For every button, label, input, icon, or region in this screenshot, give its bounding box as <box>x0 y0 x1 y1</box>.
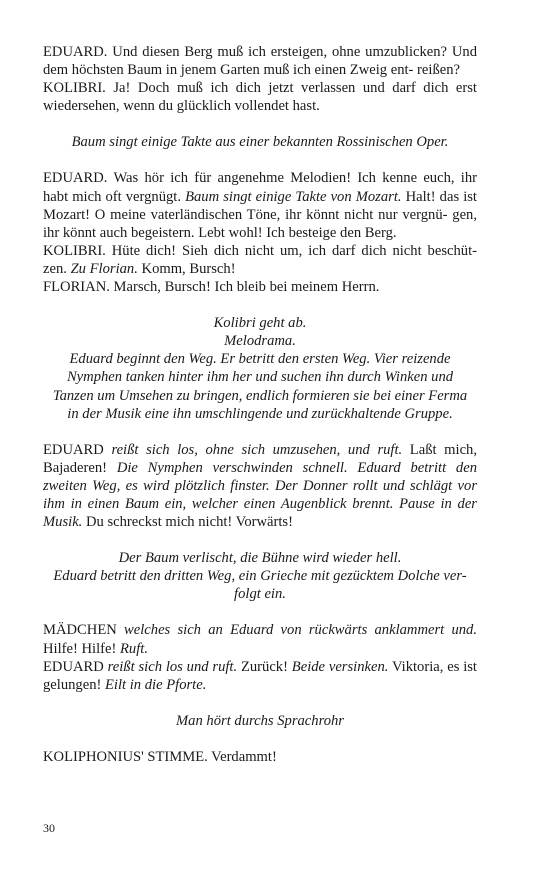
dialogue-text: KOLIBRI. Ja! Doch muß ich dich jetzt verlassen und darf dich erst wiedersehen, wenn du glücklich vollendet hast. <box>43 80 477 115</box>
dialogue-text: Laßt mich, Bajaderen! <box>43 441 478 476</box>
stage-direction-block <box>43 314 477 423</box>
dialogue-paragraph <box>43 748 477 766</box>
paragraph-gap <box>43 603 477 621</box>
dialogue-text: MÄDCHEN <box>43 622 125 639</box>
stage-direction-inline: Baum singt einige Takte von Mozart. <box>185 188 402 205</box>
dialogue-paragraph <box>43 169 477 241</box>
stage-direction-line: Der Baum verlischt, die Bühne wird wieder hell. <box>118 550 402 567</box>
stage-direction-line: folgt ein. <box>234 586 286 603</box>
dialogue-text: EDUARD <box>43 658 108 675</box>
page-number: 30 <box>43 821 55 835</box>
stage-direction-inline: Ruft. <box>120 640 148 657</box>
stage-direction-line: Tanzen um Umsehen zu bringen, endlich formieren sie bei einer Ferma <box>52 387 468 404</box>
dialogue-text: Zurück! <box>237 658 292 675</box>
stage-direction-inline: Eilt in die Pforte. <box>105 676 207 693</box>
stage-direction-block <box>43 549 477 603</box>
dialogue-text: Halt! das ist Mozart! O meine vaterländischen Töne, ihr könnt nicht nur vergnü- gen, ihr könnt auch begeistern. Lebt wohl! Ich besteige den Berg. <box>43 188 477 241</box>
stage-direction-line: Eduard betritt den dritten Weg, ein Grieche mit gezücktem Dolche ver- <box>53 568 467 585</box>
paragraph-gap <box>43 730 477 748</box>
dialogue-paragraph <box>43 621 477 657</box>
stage-direction-line: Kolibri geht ab. <box>213 315 307 332</box>
dialogue-text: Viktoria, es ist gelungen! <box>43 658 477 693</box>
stage-direction-inline: welches sich an Eduard von rückwärts anklammert und. <box>124 622 477 639</box>
dialogue-text: Hilfe! Hilfe! <box>43 640 120 657</box>
paragraph-gap <box>43 423 477 441</box>
dialogue-paragraph <box>43 441 477 531</box>
dialogue-paragraph <box>43 278 477 296</box>
stage-direction-block <box>43 712 477 730</box>
stage-direction-line: in der Musik eine ihn umschlingende und zurückhaltende Gruppe. <box>67 405 453 422</box>
dialogue-text: Du schreckst mich nicht! Vorwärts! <box>82 514 293 531</box>
stage-direction-block <box>43 133 477 151</box>
stage-direction-inline: Beide versinken. <box>291 658 389 675</box>
dialogue-text: KOLIBRI. Hüte dich! Sieh dich nicht um, ich darf dich nicht beschüt- zen. <box>43 242 477 277</box>
dialogue-text: EDUARD. Und diesen Berg muß ich ersteigen, ohne umzublicken? Und dem höchsten Baum in jenem Garten muß ich einen Zweig ent- reißen? <box>43 44 477 79</box>
stage-direction-line: Melodrama. <box>224 333 296 350</box>
page-text <box>43 43 477 766</box>
stage-direction-inline: reißt sich los und ruft. <box>107 658 238 675</box>
paragraph-gap <box>43 151 477 169</box>
stage-direction-line: Man hört durchs Sprachrohr <box>176 712 344 729</box>
stage-direction-inline: Die Nymphen verschwinden schnell. Eduard betritt den zweiten Weg, es wird plötzlich finster. Der Donner rollt und schlägt vor ihm in einen Baum ein, welcher einen Augenblick brennt. Pause in der Musik. <box>43 459 477 531</box>
stage-direction-line: Nymphen tanken hinter ihm her und suchen ihn durch Winken und <box>66 369 454 386</box>
paragraph-gap <box>43 531 477 549</box>
stage-direction-line: Eduard beginnt den Weg. Er betritt den ersten Weg. Vier reizende <box>69 351 451 368</box>
dialogue-text: EDUARD <box>43 441 112 458</box>
dialogue-paragraph <box>43 79 477 115</box>
stage-direction-inline: Zu Florian. <box>70 260 138 277</box>
dialogue-text: Komm, Bursch! <box>137 260 236 277</box>
dialogue-text: KOLIPHONIUS' STIMME. Verdammt! <box>43 748 277 765</box>
dialogue-paragraph <box>43 658 477 694</box>
paragraph-gap <box>43 694 477 712</box>
dialogue-text: FLORIAN. Marsch, Bursch! Ich bleib bei meinem Herrn. <box>43 279 380 296</box>
paragraph-gap <box>43 115 477 133</box>
paragraph-gap <box>43 296 477 314</box>
dialogue-text: EDUARD. Was hör ich für angenehme Melodien! Ich kenne euch, ihr habt mich oft vergnügt. <box>43 170 477 205</box>
dialogue-paragraph <box>43 242 477 278</box>
stage-direction-inline: reißt sich los, ohne sich umzusehen, und ruft. <box>111 441 403 458</box>
dialogue-paragraph <box>43 43 477 79</box>
stage-direction-line: Baum singt einige Takte aus einer bekannten Rossinischen Oper. <box>71 134 449 151</box>
